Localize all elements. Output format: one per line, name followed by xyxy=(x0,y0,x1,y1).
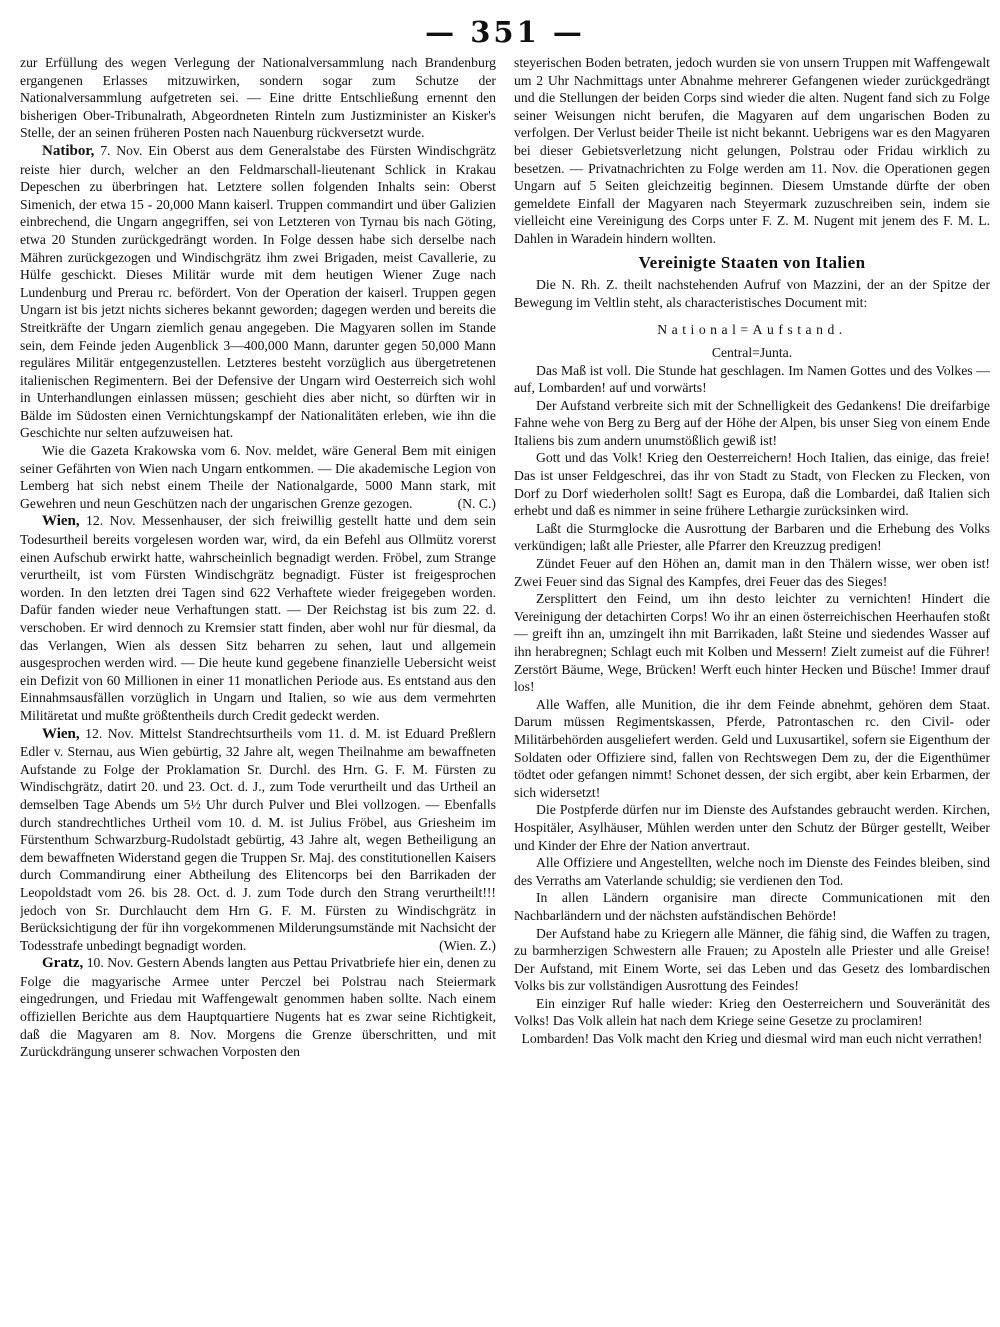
left-column xyxy=(20,54,496,1324)
proclamation-paragraph: In allen Ländern organisire man directe Communicationen mit den Nachbarländern und der nächsten aufständischen Behörde! xyxy=(514,890,990,923)
article-body: Wie die Gazeta Krakowska vom 6. Nov. meldet, wäre General Bem mit einigen seiner Gefährten von Wien nach Ungarn entkommen. — Die akademische Legion von Lemberg hat sich nebst einem Theile der Nationalgarde, 5000 Mann stark, mit Gewehren und neun Geschützen nach der ungarischen Grenze gezogen. xyxy=(20,443,496,511)
article-gazeta xyxy=(20,442,496,512)
article-date: 10. Nov. xyxy=(86,955,134,971)
proclamation-paragraph: Zündet Feuer auf den Höhen an, damit man in den Thälern wisse, wer oben ist! Zwei Feuer sind das Signal des Kampfes, drei Feuer das des Sieges! xyxy=(514,556,990,589)
article-gratz xyxy=(20,954,496,1061)
article-place: Wien, xyxy=(42,513,80,530)
page-number: — 351 — xyxy=(425,15,585,49)
proclamation-paragraph: Das Maß ist voll. Die Stunde hat geschlagen. Im Namen Gottes und des Volkes — auf, Lombarden! auf und vorwärts! xyxy=(514,362,990,396)
proclamation-title: National=Aufstand. xyxy=(657,322,847,338)
columns xyxy=(20,54,990,1324)
proclamation-paragraph: Laßt die Sturmglocke die Ausrottung der Barbaren und die Erhebung des Volks verkündigen; laßt alle Priester, alle Pfarrer den Kreuzzug predigen! xyxy=(514,520,990,554)
article-natibor xyxy=(20,142,496,442)
section-heading: Vereinigte Staaten von Italien xyxy=(638,252,866,272)
proclamation-paragraph: Gott und das Volk! Krieg den Oesterreichern! Hoch Italien, das einige, das freie! Das ist unser Feldgeschrei, das ihr von Stadt zu Stadt, von Flecken zu Flecken, von Dorf zu Dorf wiederholen sollt! Sagt es Europa, daß die Lombardei, daß Italien sich erhebt und daß es nimmer in seine frühere Lethargie zurücksinken wird. xyxy=(514,450,990,519)
closing-paragraph: Lombarden! Das Volk macht den Krieg und diesmal wird man euch nicht verrathen! xyxy=(521,1031,983,1047)
article-body: Mittelst Standrechtsurtheils vom 11. d. M. ist Eduard Preßlern Edler v. Sternau, aus Wien gebürtig, 32 Jahre alt, wegen Theilnahme am bewaffneten Aufstande zu Folge der Proklamation Sr. Durchl. des Hrn. G. F. M. Fürsten zu Windischgrätz, datirt 20. und 23. Oct. d. J., zum Tode verurtheilt und das Urtheil an demselben Tage Abends um 5½ Uhr durch Pulver und Blei vollzogen. — Ebenfalls durch standrechtliches Urtheil vom 10. d. M. ist Julius Fröbel, aus Griesheim im Fürstenthum Schwarzburg-Rudolstadt gebürtig, 43 Jahre alt, wegen Betheiligung an dem bewaffneten Widerstand gegen die Truppen Sr. Maj. des constitutionellen Kaisers durch Commandirung einer Abtheilung des Elitencorps bei den Barrikaden der Leopoldstadt vom 26. bis 28. Oct. d. J. zum Tode durch den Strang verurtheilt!!! jedoch von Sr. Durchlaucht dem Hrn G. F. M. Fürsten zu Windischgrätz in Berücksichtigung der für ihn vorgekommenen Milderungsumstände mit Nachsicht der Todesstrafe unbedingt begnadigt worden. xyxy=(20,725,497,953)
article-body: Ein Oberst aus dem Generalstabe des Fürsten Windischgrätz reiste hier durch, welcher an den Feldmarschall-lieutenant Schlick in Krakau Depeschen zu überbringen hat. Letztere sollen folgenden Inhalts sein: Oberst Simenich, der etwa 15 - 20,000 Mann kaiserl. Truppen commandirt und über Galizien einbrechend, die Ungarn angegriffen, sei von Letzteren von Tyrnau bis nach Göting, etwa 20 Stunden zurückgedrängt worden. In Folge dessen habe sich derselbe nach Mähren zurückgezogen und Windischgrätz ihm zwei Brigaden, meist Cavallerie, zu Hülfe geschickt. Dieses Militär wurde mit dem heutigen Wiener Zuge nach Lundenburg und Prerau rc. befördert. Von der Operation der kaiserl. Truppen gegen Ungarn ist bis jetzt nichts sicheres bekannt geworden; dagegen werden und bereits die Streitkräfte der Ungarn ziemlich genau angegeben. Die Magyaren sollen im Stande sein, dem Feinde jeden Augenblick 3—400,000 Mann, darunter gegen 50,000 Mann reguläres Militär entgegenzustellen. Letzteres besteht vorzüglich aus übergetretenen italienischen Regimentern. Bei der Defensive der Ungarn wird Oesterreich sich wohl in Unterhandlungen einlassen müssen; geschieht dies aber nicht, so dürften wir in Bälde im Südosten einen Vernichtungskampf der Nationalitäten erleben, wie ihn die Geschichte nur selten aufzuweisen hat. xyxy=(20,142,497,441)
proclamation-paragraph: Die Postpferde dürfen nur im Dienste des Aufstandes gebraucht werden. Kirchen, Hospitäler, Asylhäuser, Mühlen werden unter den Schutz der Bürger gestellt, Weiber und Kinder der Ehre der Nation anvertraut. xyxy=(514,802,990,853)
proclamation-paragraph: Ein einziger Ruf halle wieder: Krieg den Oesterreichern und Souveränität des Volks! Das Volk allein hat nach dem Kriege seine Gesetze zu proclamiren! xyxy=(514,995,990,1029)
proclamation-paragraph: Der Aufstand verbreite sich mit der Schnelligkeit des Gedankens! Die dreifarbige Fahne wehe von Berg zu Berg auf der Höhe der Alpen, bis unser Sieg von einem Ende Italiens bis zum andern unumstößlich gewiß ist! xyxy=(514,397,990,448)
proclamation-paragraph: Alle Waffen, alle Munition, die ihr dem Feinde abnehmt, gehören dem Staat. Darum müssen Regimentskassen, Pferde, Patrontaschen rc. den Civil- oder Militärbehörden ausgeliefert werden. Geld und Luxusartikel, sofern sie Eigenthum der Soldaten oder Offiziere sind, fallen von Rechtswegen Dem zu, der die Eigenthümer tödtet oder gefangen nimmt! Schonet dessen, der sich ergibt, aber kein Erbarmen, der sich widersetzt! xyxy=(514,696,990,800)
proclamation-body xyxy=(514,362,990,1031)
article-source: (N. C.) xyxy=(457,495,496,511)
article-place: Wien, xyxy=(42,725,80,742)
intro-paragraph: Die N. Rh. Z. theilt nachstehenden Aufruf von Mazzini, der an der Spitze der Bewegung im Veltlin steht, als characteristisches Document mit: xyxy=(514,277,990,310)
article-wien-1 xyxy=(20,512,496,724)
proclamation-paragraph: Zersplittert den Feind, um ihn desto leichter zu vernichten! Hindert die Vereinigung der detachirten Corps! Wo ihr an einen österreichischen Heerhaufen stoßt — greift ihn an, umzingelt ihn mit Barrikaden, laßt Steine und siedendes Wasser auf ihn herabregnen; Schlagt euch mit Kolben und Messern! Zielt zumeist auf die Führer! Zerstört Bäume, Wege, Brücken! Werft euch hinter Hecken und Büsche! Immer drauf los! xyxy=(514,591,990,695)
article-body: Gestern Abends langten aus Pettau Privatbriefe hier ein, denen zu Folge die magyarische Armee unter Perczel bei Polstrau nach Steiermark eingedrungen, und Friedau mit Waffengewalt genommen haben sollte. Nach einem offiziellen Berichte aus dem Hauptquartiere Nugents hat es zwar seine Richtigkeit, daß die Magyaren am 8. Nov. Morgens die Grenze überschritten, und mit Zurückdrängung unserer schwachen Vorposten den xyxy=(20,955,497,1060)
article-date: 12. Nov. xyxy=(85,725,134,741)
page-header xyxy=(20,14,990,54)
proclamation-paragraph: Alle Offiziere und Angestellten, welche noch im Dienste des Feindes bleiben, sind des Verraths am Vaterlande schuldig; sie verdienen den Tod. xyxy=(514,855,990,888)
article-place: Gratz, xyxy=(42,955,84,972)
proclamation-paragraph: Der Aufstand habe zu Kriegern alle Männer, die fähig sind, die Waffen zu tragen, zu barmherzigen Schwestern alle Frauen; zu Aposteln alle Priester und alle Greise! Der Aufstand, mit Einem Worte, sei das Leben und das Gesetz des lombardischen Volks bis zur vollständigen Ausrottung des Feindes! xyxy=(514,925,990,994)
article-body: Messenhauser, der sich freiwillig gestellt hatte und dem sein Todesurtheil bereits vorgelesen worden war, wird, da ein Befehl aus Ollmütz vorerst einen Aufschub erwirkt hatte, wahrscheinlich begnadigt werden. Fröbel, zum Strange verurtheilt, ist vom Fürsten Windischgrätz begnadigt. Füster ist freigesprochen worden. In den letzten drei Tagen sind 622 Verhaftete wieder freigegeben worden. Dafür fanden wieder neue Verhaftungen statt. — Der Reichstag ist bis zum 22. d. verschoben. Er wird dennoch zu Kremsier statt finden, aber wohl nur für diesmal, da das Verlangen, Wien als dessen Sitz beharren zu sehen, laut und allgemein ausgesprochen werden wird. — Die heute kund gegebene finanzielle Uebersicht weist ein Defizit von 60 Millionen in einer 11 monatlichen Periode aus. Es entstand aus den Einnahmsausfällen vorzüglich in Ungarn und Italien, so wie aus dem vermehrten Militäretat und mußte größtentheils durch Credit gedeckt werden. xyxy=(20,513,497,723)
article-place: Natibor, xyxy=(42,142,95,159)
article-source: (Wien. Z.) xyxy=(439,937,496,953)
right-column xyxy=(514,54,990,1324)
continued-paragraph: zur Erfüllung des wegen Verlegung der Nationalversammlung nach Brandenburg ergangenen Erlasses mitzuwirken, sondern sogar zum Schutze der Nationalversammlung aufgetreten sei. — Eine dritte Entschließung ernennt den bisherigen Ober-Tribunalrath, Abgeordneten Rinteln zum Justizminister an Kisker's Stelle, der an seinen früheren Posten nach Nauenburg rückversetzt wurde. xyxy=(20,55,496,141)
proclamation-subtitle: Central=Junta. xyxy=(711,344,793,360)
article-date: 12. Nov. xyxy=(86,513,136,529)
article-wien-2 xyxy=(20,725,496,955)
continued-paragraph: steyerischen Boden betraten, jedoch wurden sie von unsern Truppen mit Waffengewalt um 2 Uhr Nachmittags unter Abnahme mehrerer Gefangenen wieder zurückgedrängt und die Stellungen der beiden Corps sind wieder die alten. Nugent fand sich zu Folge seiner Weisungen nicht berufen, die Magyaren auf dem ungarischen Boden zu verfolgen. Der Verlust beider Theile ist nicht bekannt. Uebrigens war es den Magyaren bei dieser Gebietsverletzung nicht gelungen, Polstrau oder Fridau wirklich zu besetzen. — Privatnachrichten zu Folge werden am 11. Nov. die Operationen gegen Ungarn auf 5 Seiten gleichzeitig beginnen. Diesem Umstande dürfte der oben gemeldete Einfall der Magyaren nach Steyermark zuzuschreiben sein, indem sie vielleicht eine Vereinigung des Corps unter F. Z. M. Nugent mit jenem des F. M. L. Dahlen in Waradein hindern wollten. xyxy=(514,55,990,246)
article-date: 7. Nov. xyxy=(100,142,143,158)
